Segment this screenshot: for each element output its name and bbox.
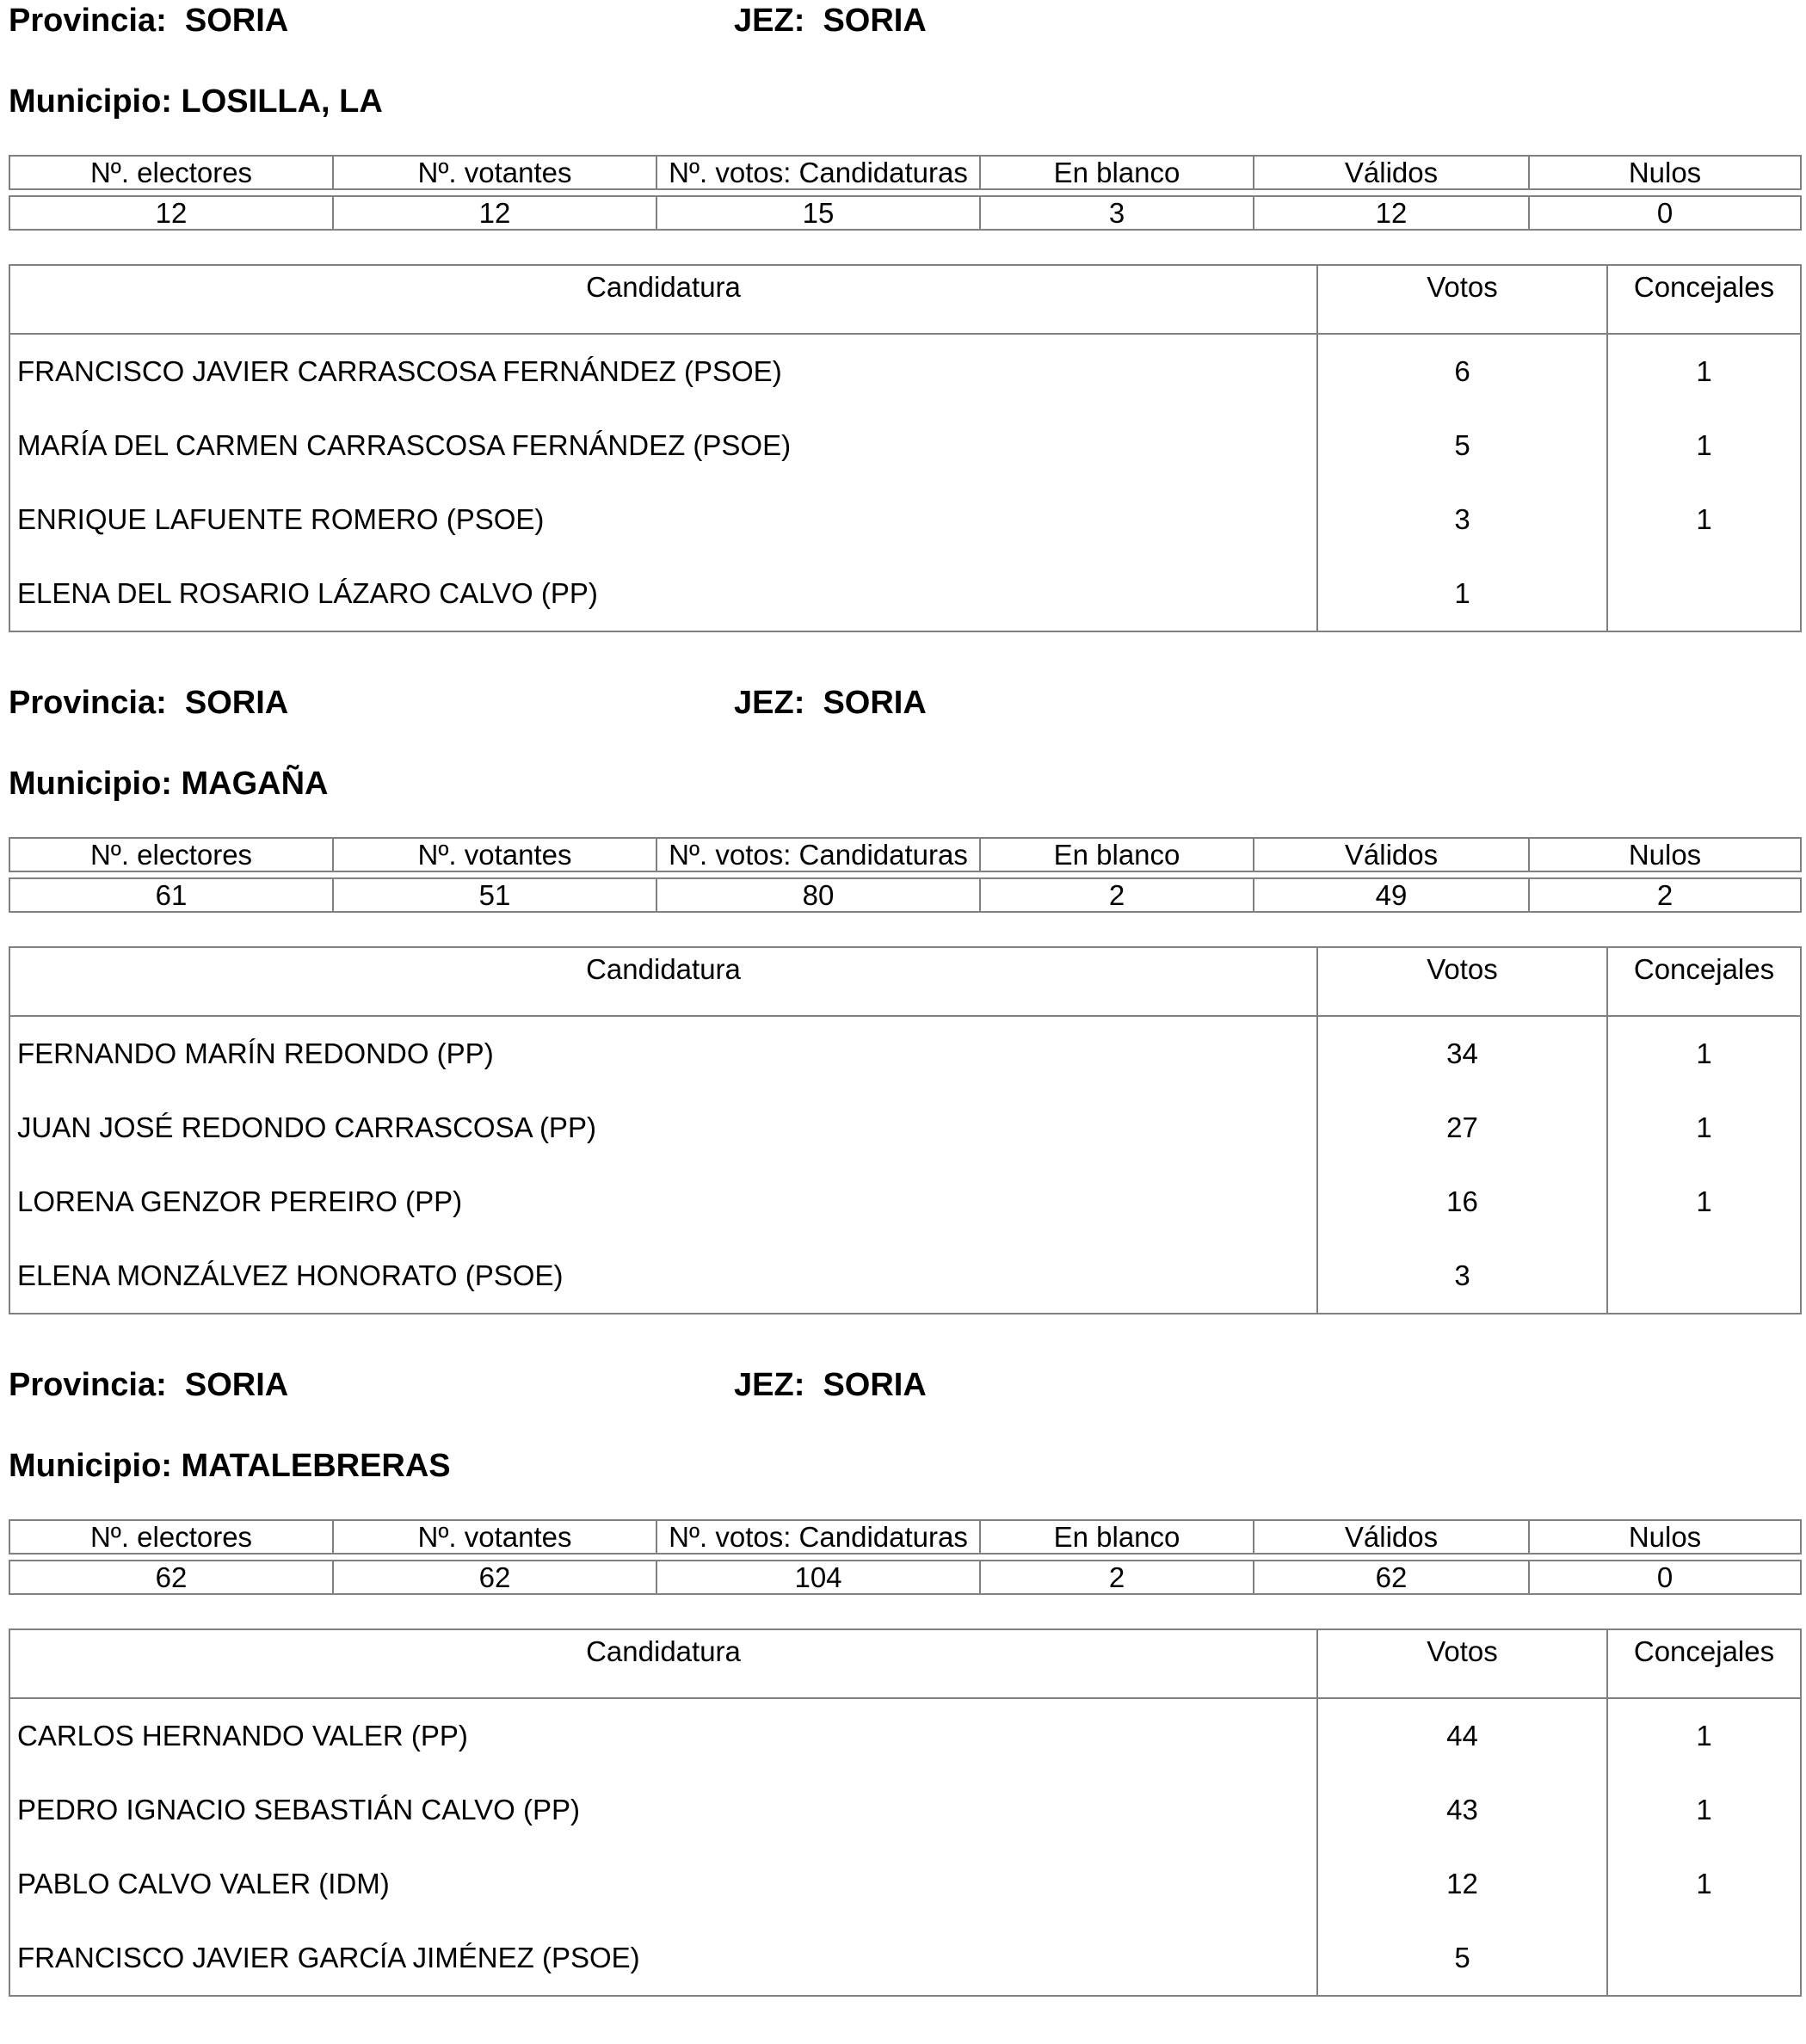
candidate-votos: 3 [1317,483,1607,557]
header-validos: Válidos [1254,156,1529,189]
table-row [9,557,1801,631]
header-votos-candidaturas: Nº. votos: Candidaturas [656,838,980,871]
value-votantes: 51 [333,878,656,912]
table-row [9,1698,1801,1773]
value-electores: 61 [9,878,333,912]
provincia-heading: Provincia: SORIA [9,1367,289,1403]
table-row [9,1239,1801,1314]
value-votantes: 12 [333,196,656,230]
municipio-section-losilla [9,0,1800,680]
candidate-concejales: 1 [1607,483,1801,557]
candidate-concejales: 1 [1607,334,1801,409]
header-candidatura: Candidatura [9,265,1317,334]
candidate-votos: 44 [1317,1698,1607,1773]
candidate-votos: 27 [1317,1091,1607,1165]
summary-header-row [9,838,1801,871]
candidate-name: MARÍA DEL CARMEN CARRASCOSA FERNÁNDEZ (PSOE) [9,409,1317,483]
candidate-concejales [1607,1239,1801,1314]
value-en-blanco: 2 [980,878,1254,912]
value-en-blanco: 2 [980,1561,1254,1594]
candidaturas-table [9,1628,1802,1997]
header-concejales: Concejales [1607,265,1801,334]
candidate-name: FRANCISCO JAVIER GARCÍA JIMÉNEZ (PSOE) [9,1921,1317,1996]
candidate-name: PABLO CALVO VALER (IDM) [9,1847,1317,1921]
value-votos-candidaturas: 80 [656,878,980,912]
table-row [9,483,1801,557]
summary-value-row [9,196,1801,230]
candidaturas-table [9,264,1802,632]
candidate-concejales: 1 [1607,1091,1801,1165]
candidate-name: ELENA MONZÁLVEZ HONORATO (PSOE) [9,1239,1317,1314]
header-electores: Nº. electores [9,1520,333,1554]
candidate-name: LORENA GENZOR PEREIRO (PP) [9,1165,1317,1239]
candidate-votos: 5 [1317,409,1607,483]
candidaturas-header-row [9,947,1801,1016]
jez-heading: JEZ: SORIA [734,685,927,721]
candidate-votos: 5 [1317,1921,1607,1996]
header-votantes: Nº. votantes [333,156,656,189]
value-validos: 62 [1254,1561,1529,1594]
candidaturas-header-row [9,265,1801,334]
header-concejales: Concejales [1607,1629,1801,1698]
header-electores: Nº. electores [9,838,333,871]
summary-value-row [9,1561,1801,1594]
candidate-votos: 6 [1317,334,1607,409]
header-validos: Válidos [1254,838,1529,871]
header-votos-candidaturas: Nº. votos: Candidaturas [656,1520,980,1554]
summary-header-row [9,1520,1801,1554]
municipio-heading: Municipio: MATALEBRERAS [9,1448,451,1484]
municipio-section-matalebreras [9,1364,1800,2044]
municipio-section-magana [9,682,1800,1362]
candidate-name: FRANCISCO JAVIER CARRASCOSA FERNÁNDEZ (PSOE) [9,334,1317,409]
value-nulos: 0 [1529,196,1801,230]
summary-table [9,837,1802,913]
candidate-concejales [1607,1921,1801,1996]
header-nulos: Nulos [1529,156,1801,189]
candidate-votos: 1 [1317,557,1607,631]
candidate-name: FERNANDO MARÍN REDONDO (PP) [9,1016,1317,1091]
candidate-concejales: 1 [1607,409,1801,483]
value-validos: 49 [1254,878,1529,912]
provincia-heading: Provincia: SORIA [9,685,289,721]
candidate-votos: 34 [1317,1016,1607,1091]
header-concejales: Concejales [1607,947,1801,1016]
municipio-heading: Municipio: LOSILLA, LA [9,83,383,120]
candidate-name: ELENA DEL ROSARIO LÁZARO CALVO (PP) [9,557,1317,631]
header-electores: Nº. electores [9,156,333,189]
candidate-concejales: 1 [1607,1698,1801,1773]
summary-value-row [9,878,1801,912]
header-en-blanco: En blanco [980,838,1254,871]
candidate-name: ENRIQUE LAFUENTE ROMERO (PSOE) [9,483,1317,557]
candidate-concejales: 1 [1607,1773,1801,1847]
value-validos: 12 [1254,196,1529,230]
value-nulos: 2 [1529,878,1801,912]
candidate-name: CARLOS HERNANDO VALER (PP) [9,1698,1317,1773]
candidate-votos: 12 [1317,1847,1607,1921]
header-votantes: Nº. votantes [333,838,656,871]
summary-table [9,155,1802,231]
header-candidatura: Candidatura [9,1629,1317,1698]
header-en-blanco: En blanco [980,156,1254,189]
header-en-blanco: En blanco [980,1520,1254,1554]
table-row [9,1165,1801,1239]
jez-heading: JEZ: SORIA [734,3,927,39]
table-row [9,1847,1801,1921]
value-nulos: 0 [1529,1561,1801,1594]
header-votos: Votos [1317,265,1607,334]
value-electores: 62 [9,1561,333,1594]
table-row [9,1773,1801,1847]
header-votos: Votos [1317,947,1607,1016]
table-row [9,1016,1801,1091]
candidate-votos: 43 [1317,1773,1607,1847]
header-nulos: Nulos [1529,838,1801,871]
candidate-concejales: 1 [1607,1016,1801,1091]
municipio-heading: Municipio: MAGAÑA [9,766,329,802]
candidaturas-table [9,946,1802,1314]
summary-table [9,1519,1802,1595]
candidate-votos: 3 [1317,1239,1607,1314]
candidate-name: PEDRO IGNACIO SEBASTIÁN CALVO (PP) [9,1773,1317,1847]
header-votos-candidaturas: Nº. votos: Candidaturas [656,156,980,189]
value-votos-candidaturas: 15 [656,196,980,230]
value-votos-candidaturas: 104 [656,1561,980,1594]
table-row [9,409,1801,483]
header-nulos: Nulos [1529,1520,1801,1554]
table-row [9,1921,1801,1996]
table-row [9,1091,1801,1165]
value-en-blanco: 3 [980,196,1254,230]
candidaturas-header-row [9,1629,1801,1698]
value-electores: 12 [9,196,333,230]
candidate-name: JUAN JOSÉ REDONDO CARRASCOSA (PP) [9,1091,1317,1165]
candidate-concejales [1607,557,1801,631]
candidate-concejales: 1 [1607,1165,1801,1239]
header-votos: Votos [1317,1629,1607,1698]
candidate-votos: 16 [1317,1165,1607,1239]
header-validos: Válidos [1254,1520,1529,1554]
header-votantes: Nº. votantes [333,1520,656,1554]
table-row [9,334,1801,409]
candidate-concejales: 1 [1607,1847,1801,1921]
summary-header-row [9,156,1801,189]
provincia-heading: Provincia: SORIA [9,3,289,39]
jez-heading: JEZ: SORIA [734,1367,927,1403]
header-candidatura: Candidatura [9,947,1317,1016]
value-votantes: 62 [333,1561,656,1594]
